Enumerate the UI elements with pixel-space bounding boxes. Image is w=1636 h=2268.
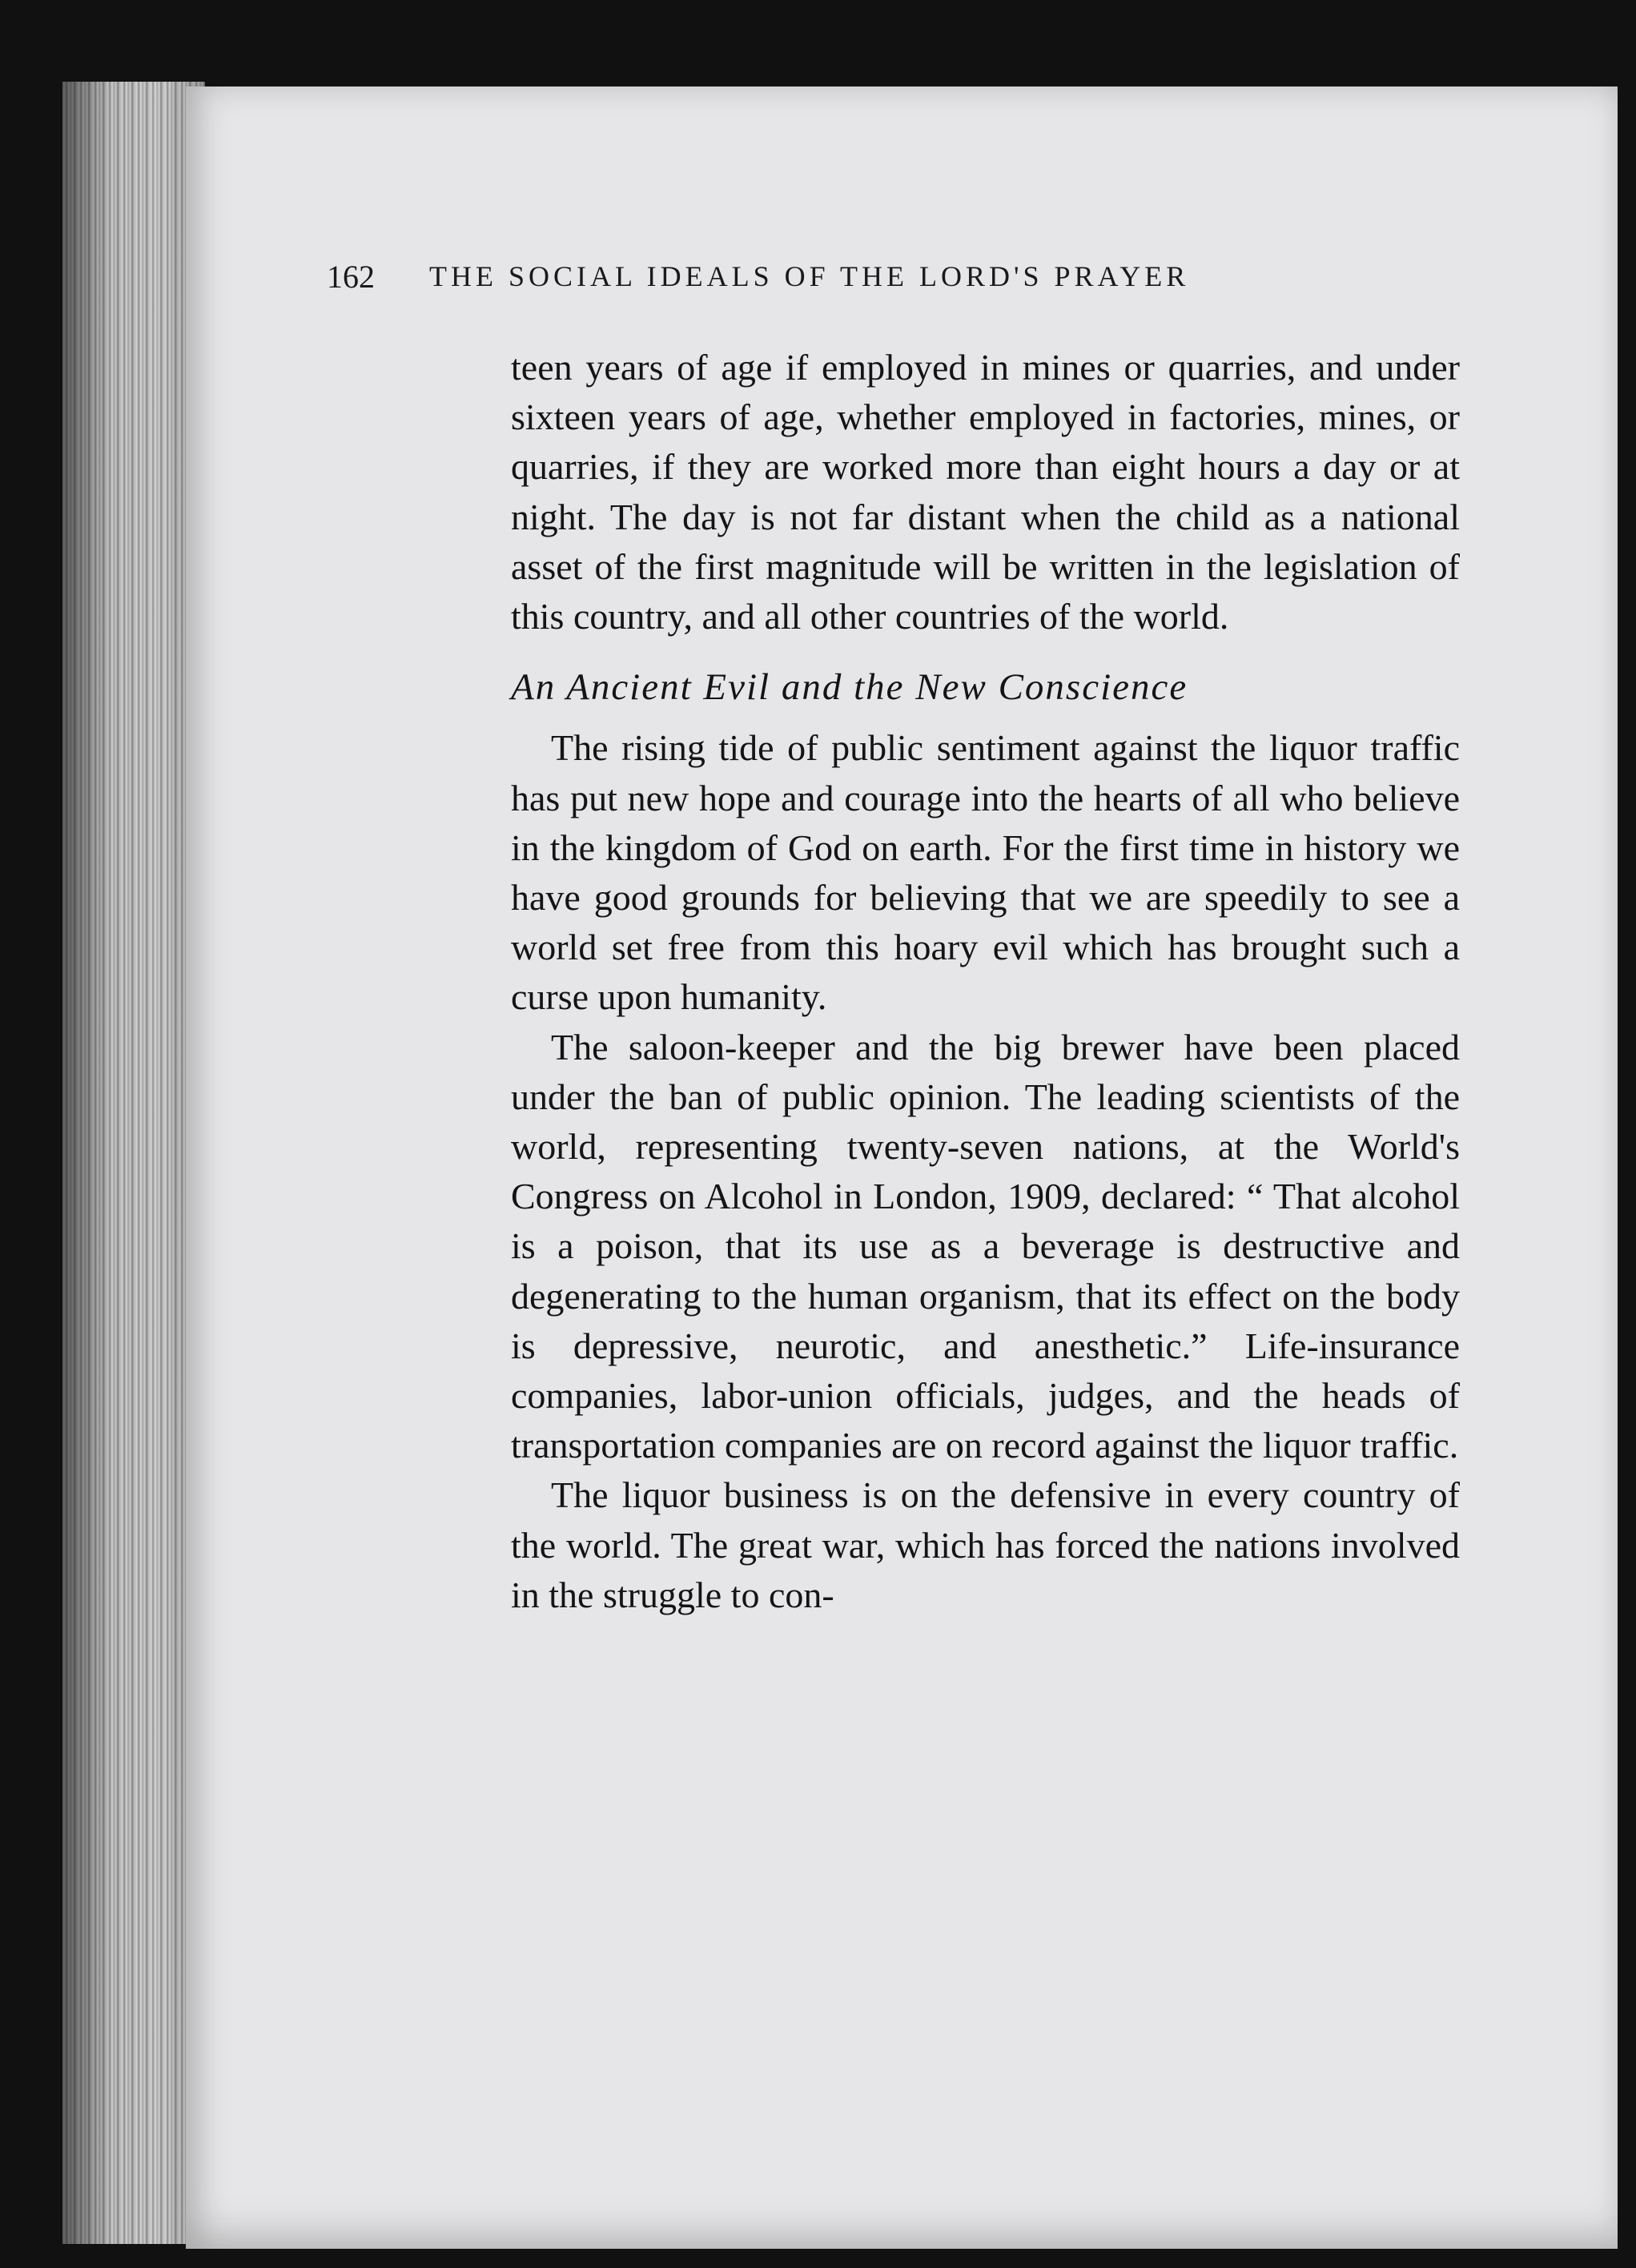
body-text bbox=[511, 343, 1460, 1620]
paragraph-3: The saloon-keeper and the big brewer have been placed under the ban of public opinion. The leading scientists of the world, representing twenty-seven nations, at the World's Congress on Alcohol in London, 1909, declared: “ That alcohol is a poison, that its use as a beverage is destructive and degenerating to the human organism, that its effect on the body is depressive, neurotic, and anesthetic.” Life-insurance companies, labor-union officials, judges, and the heads of transportation companies are on record against the liquor traffic. bbox=[511, 1026, 1460, 1466]
page-number: 162 bbox=[327, 259, 375, 295]
section-heading: An Ancient Evil and the New Conscience bbox=[511, 666, 1188, 709]
spine-shadow bbox=[62, 82, 205, 2244]
paragraph-2: The rising tide of public sentiment against the liquor traffic has put new hope and courage into the hearts of all who believe in the kingdom of God on earth. For the first time in history we have good grounds for believing that we are speedily to see a world set free from this hoary evil which has brought such a curse upon humanity. bbox=[511, 727, 1460, 1018]
page-header bbox=[327, 258, 1356, 300]
running-title: THE SOCIAL IDEALS OF THE LORD'S PRAYER bbox=[429, 260, 1190, 292]
paragraph-4: The liquor business is on the defensive in every country of the world. The great war, which has forced the nations involved in the struggle to con- bbox=[511, 1474, 1460, 1615]
paragraph-1: teen years of age if employed in mines or quarries, and under sixteen years of age, whether employed in factories, mines, or quarries, if they are worked more than eight hours a day or at night. The day is not far distant when the child as a national asset of the first magnitude will be written in the legislation of this country, and all other countries of the world. bbox=[511, 347, 1460, 637]
